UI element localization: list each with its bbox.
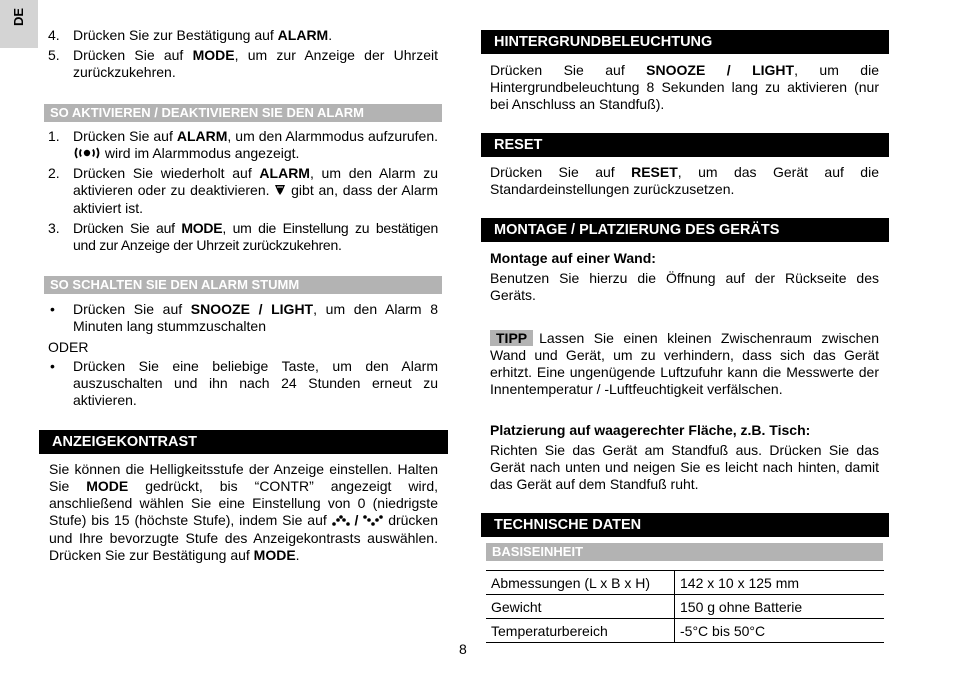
specs-table (486, 570, 884, 643)
subsection-header-base-unit: BASISEINHEIT (486, 543, 883, 561)
alarm-bell-icon (73, 146, 101, 163)
section-header-tech-specs: TECHNISCHE DATEN (481, 513, 889, 537)
table-placement-text: Richten Sie das Gerät am Standfuß aus. Drücken Sie das Gerät nach unten und neigen Sie es leicht nach hinten, damit das Gerät auf dem Standfuß ruht. (490, 442, 879, 492)
table-placement-title: Platzierung auf waagerechter Fläche, z.B. Tisch: (490, 422, 811, 438)
section-header-reset: RESET (481, 133, 889, 157)
tip-paragraph: TIPP Lassen Sie einen kleinen Zwischenraum zwischen Wand und Gerät, um zu verhindern, dass sich das Gerät erhitzt. Eine ungenügende Luftzufuhr kann die Messwerte der Innentemperatur / -Luftfeuchtigkeit verfälschen. (490, 330, 879, 397)
step-5-number: 5. (48, 47, 60, 63)
backlight-paragraph: Drücken Sie auf SNOOZE / LIGHT, um die Hintergrundbeleuchtung 8 Sekunden lang zu aktivieren (nur bei Anschluss an Standfuß). (490, 62, 879, 112)
wall-mount-text: Benutzen Sie hierzu die Öffnung auf der Rückseite des Geräts. (490, 270, 879, 303)
spec-value: -5°C bis 50°C (675, 619, 885, 643)
tip-label: TIPP (490, 330, 533, 346)
section-header-silence-alarm: SO SCHALTEN SIE DEN ALARM STUMM (44, 276, 442, 294)
down-arrow-icon (363, 513, 383, 530)
spec-label: Gewicht (486, 595, 675, 619)
up-arrow-icon (332, 513, 350, 530)
spec-value: 150 g ohne Batterie (675, 595, 885, 619)
alarm-step-2: 2. Drücken Sie wiederholt auf ALARM, um den Alarm zu aktivieren oder zu deaktivieren. gibt an, dass der Alarm aktiviert ist. (48, 165, 439, 216)
spec-value: 142 x 10 x 125 mm (675, 571, 885, 595)
spec-label: Abmessungen (L x B x H) (486, 571, 675, 595)
oder-text: ODER (48, 339, 89, 355)
section-header-backlight: HINTERGRUNDBELEUCHTUNG (481, 30, 889, 54)
alarm-step-1: 1. Drücken Sie auf ALARM, um den Alarmmodus aufzurufen. wird im Alarmmodus angezeigt. (48, 128, 438, 161)
step-4-number: 4. (48, 27, 60, 43)
reset-paragraph: Drücken Sie auf RESET, um das Gerät auf die Standardeinstellungen zurückzusetzen. (490, 164, 879, 197)
contrast-paragraph: Sie können die Helligkeitsstufe der Anzeige einstellen. Halten Sie MODE gedrückt, bis “CONTR” angezeigt wird, anschließend wählen Sie eine Einstellung von 0 (niedrigste Stufe) bis 15 (höchste Stufe), indem Sie auf / drücken und Ihre bevorzugte Stufe des Anzeigekontrasts auswählen. Drücken Sie zur Bestätigung auf MODE. (49, 461, 439, 563)
table-row (486, 571, 884, 595)
table-row (486, 619, 884, 643)
alarm-active-icon (274, 183, 286, 200)
wall-mount-title: Montage auf einer Wand: (490, 250, 656, 266)
language-tab (0, 0, 38, 48)
section-header-alarm-toggle: SO AKTIVIEREN / DEAKTIVIEREN SIE DEN ALARM (44, 104, 442, 122)
alarm-step-3: 3. Drücken Sie auf MODE, um die Einstellung zu bestätigen und zur Anzeige der Uhrzeit zurückzukehren. (48, 220, 439, 253)
language-tab-label: DE (11, 7, 26, 26)
section-header-mounting: MONTAGE / PLATZIERUNG DES GERÄTS (481, 218, 889, 242)
silence-bullet-2: • Drücken Sie eine beliebige Taste, um den Alarm auszuschalten und ihn nach 24 Stunden erneut zu aktivieren. (50, 358, 438, 408)
step-5: 5. Drücken Sie auf MODE, um zur Anzeige der Uhrzeit zurückzukehren. (48, 47, 438, 80)
spec-label: Temperaturbereich (486, 619, 675, 643)
table-row (486, 595, 884, 619)
page-number: 8 (459, 641, 467, 657)
section-header-contrast: ANZEIGEKONTRAST (39, 430, 448, 454)
silence-bullet-1: • Drücken Sie auf SNOOZE / LIGHT, um den Alarm 8 Minuten lang stummzuschalten (50, 301, 438, 334)
step-4: 4. Drücken Sie zur Bestätigung auf ALARM. (48, 27, 333, 43)
